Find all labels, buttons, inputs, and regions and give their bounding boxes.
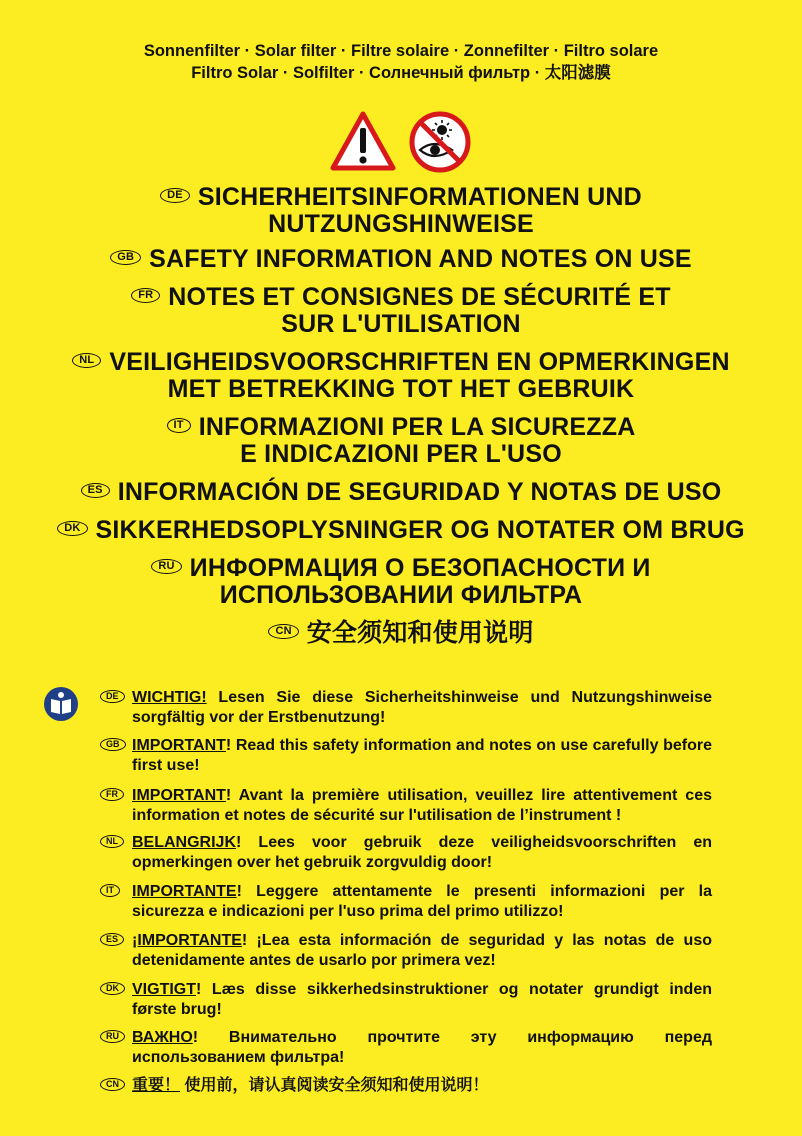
note-badge-gb: GB bbox=[100, 738, 126, 751]
note-es-text: ! ¡Lea esta información de seguridad y las notas de uso detenidamente antes de usarlo por primera vez! bbox=[132, 932, 712, 969]
note-ru bbox=[100, 1028, 712, 1068]
heading-es bbox=[0, 479, 802, 506]
note-es-keyword: ¡IMPORTANTE bbox=[132, 932, 242, 949]
heading-nl-line1: VEILIGHEIDSVOORSCHRIFTEN EN OPMERKINGEN bbox=[109, 348, 730, 376]
lang-badge-de: DE bbox=[160, 188, 190, 203]
heading-dk bbox=[0, 517, 802, 544]
headings-list bbox=[0, 184, 802, 647]
heading-fr-line1: NOTES ET CONSIGNES DE SÉCURITÉ ET bbox=[168, 283, 671, 311]
note-gb bbox=[100, 736, 712, 776]
note-badge-nl: NL bbox=[100, 835, 124, 848]
note-cn-keyword: 重要！ bbox=[132, 1077, 181, 1094]
note-badge-it: IT bbox=[100, 884, 120, 897]
note-gb-text: ! Read this safety information and notes on use carefully before first use! bbox=[132, 737, 712, 774]
heading-gb-line1: SAFETY INFORMATION AND NOTES ON USE bbox=[149, 245, 692, 273]
heading-de-line1: SICHERHEITSINFORMATIONEN UND bbox=[197, 183, 642, 211]
note-de bbox=[100, 688, 712, 728]
note-es bbox=[100, 931, 712, 971]
note-nl-text: ! Lees voor gebruik deze veiligheidsvoorschriften en opmerkingen over het gebruik zorgvuldig door! bbox=[132, 834, 712, 871]
note-dk-text: ! Læs disse sikkerhedsinstruktioner og notater grundigt inden første brug! bbox=[132, 981, 712, 1018]
lang-badge-cn: CN bbox=[268, 624, 298, 639]
note-dk-keyword: VIGTIGT bbox=[132, 981, 196, 998]
heading-gb bbox=[0, 246, 802, 273]
note-cn bbox=[100, 1076, 712, 1096]
note-badge-fr: FR bbox=[100, 788, 124, 801]
read-manual-icon bbox=[43, 686, 79, 722]
note-cn-text: 使用前，请认真阅读安全须知和使用说明！ bbox=[180, 1077, 489, 1094]
heading-cn bbox=[0, 620, 802, 647]
note-nl bbox=[100, 833, 712, 873]
subtitle-line-2: Filtro Solar · Solfilter · Солнечный фильтр · 太阳滤膜 bbox=[191, 64, 611, 82]
heading-cn-line1: 安全须知和使用说明 bbox=[306, 619, 534, 647]
note-badge-cn: CN bbox=[100, 1078, 125, 1091]
warning-icons bbox=[0, 110, 802, 174]
heading-it-line2: E INDICAZIONI PER L'USO bbox=[240, 440, 562, 468]
subtitle bbox=[0, 40, 802, 84]
lang-badge-dk: DK bbox=[57, 521, 87, 536]
heading-ru bbox=[0, 555, 802, 609]
note-it-text: ! Leggere attentamente le presenti informazioni per la sicurezza e indicazioni per l'uso prima del primo utilizzo! bbox=[132, 883, 712, 920]
note-dk bbox=[100, 980, 712, 1020]
heading-ru-line1: ИНФОРМАЦИЯ О БЕЗОПАСНОСТИ И bbox=[189, 554, 651, 582]
note-gb-keyword: IMPORTANT bbox=[132, 737, 226, 754]
note-badge-ru: RU bbox=[100, 1030, 125, 1043]
heading-nl-line2: MET BETREKKING TOT HET GEBRUIK bbox=[167, 375, 635, 403]
note-it-keyword: IMPORTANTE bbox=[132, 883, 237, 900]
note-it bbox=[100, 882, 712, 922]
lang-badge-it: IT bbox=[167, 418, 191, 433]
heading-de-line2: NUTZUNGSHINWEISE bbox=[268, 210, 534, 238]
subtitle-line-1: Sonnenfilter · Solar filter · Filtre solaire · Zonnefilter · Filtro solare bbox=[143, 42, 659, 60]
heading-es-line1: INFORMACIÓN DE SEGURIDAD Y NOTAS DE USO bbox=[117, 478, 722, 506]
lang-badge-gb: GB bbox=[110, 250, 141, 265]
note-badge-es: ES bbox=[100, 933, 124, 946]
heading-fr-line2: SUR L'UTILISATION bbox=[281, 310, 521, 338]
note-de-keyword: WICHTIG! bbox=[132, 689, 207, 706]
warning-triangle-icon bbox=[330, 110, 396, 172]
heading-nl bbox=[0, 349, 802, 403]
note-de-text: Lesen Sie diese Sicherheitshinweise und Nutzungshinweise sorgfältig vor der Erstbenutzung! bbox=[132, 689, 712, 726]
note-fr-keyword: IMPORTANT bbox=[132, 787, 226, 804]
no-direct-sun-viewing-icon bbox=[408, 110, 472, 174]
heading-it bbox=[0, 414, 802, 468]
heading-ru-line2: ИСПОЛЬЗОВАНИИ ФИЛЬТРА bbox=[219, 581, 583, 609]
heading-fr bbox=[0, 284, 802, 338]
note-ru-text: ! Внимательно прочтите эту информацию перед использованием фильтра! bbox=[132, 1029, 712, 1066]
note-fr-text: ! Avant la première utilisation, veuillez lire attentivement ces information et notes de sécurité sur l'utilisation de l’instrument ! bbox=[132, 787, 712, 824]
lang-badge-nl: NL bbox=[72, 353, 101, 368]
lang-badge-fr: FR bbox=[131, 288, 160, 303]
note-nl-keyword: BELANGRIJK bbox=[132, 834, 237, 851]
heading-de bbox=[0, 184, 802, 238]
lang-badge-ru: RU bbox=[151, 559, 181, 574]
note-badge-de: DE bbox=[100, 690, 125, 703]
note-fr bbox=[100, 786, 712, 826]
heading-dk-line1: SIKKERHEDSOPLYSNINGER OG NOTATER OM BRUG bbox=[95, 516, 745, 544]
note-ru-keyword: ВАЖНО bbox=[132, 1029, 193, 1046]
heading-it-line1: INFORMAZIONI PER LA SICUREZZA bbox=[198, 413, 636, 441]
lang-badge-es: ES bbox=[81, 483, 110, 498]
note-badge-dk: DK bbox=[100, 982, 125, 995]
